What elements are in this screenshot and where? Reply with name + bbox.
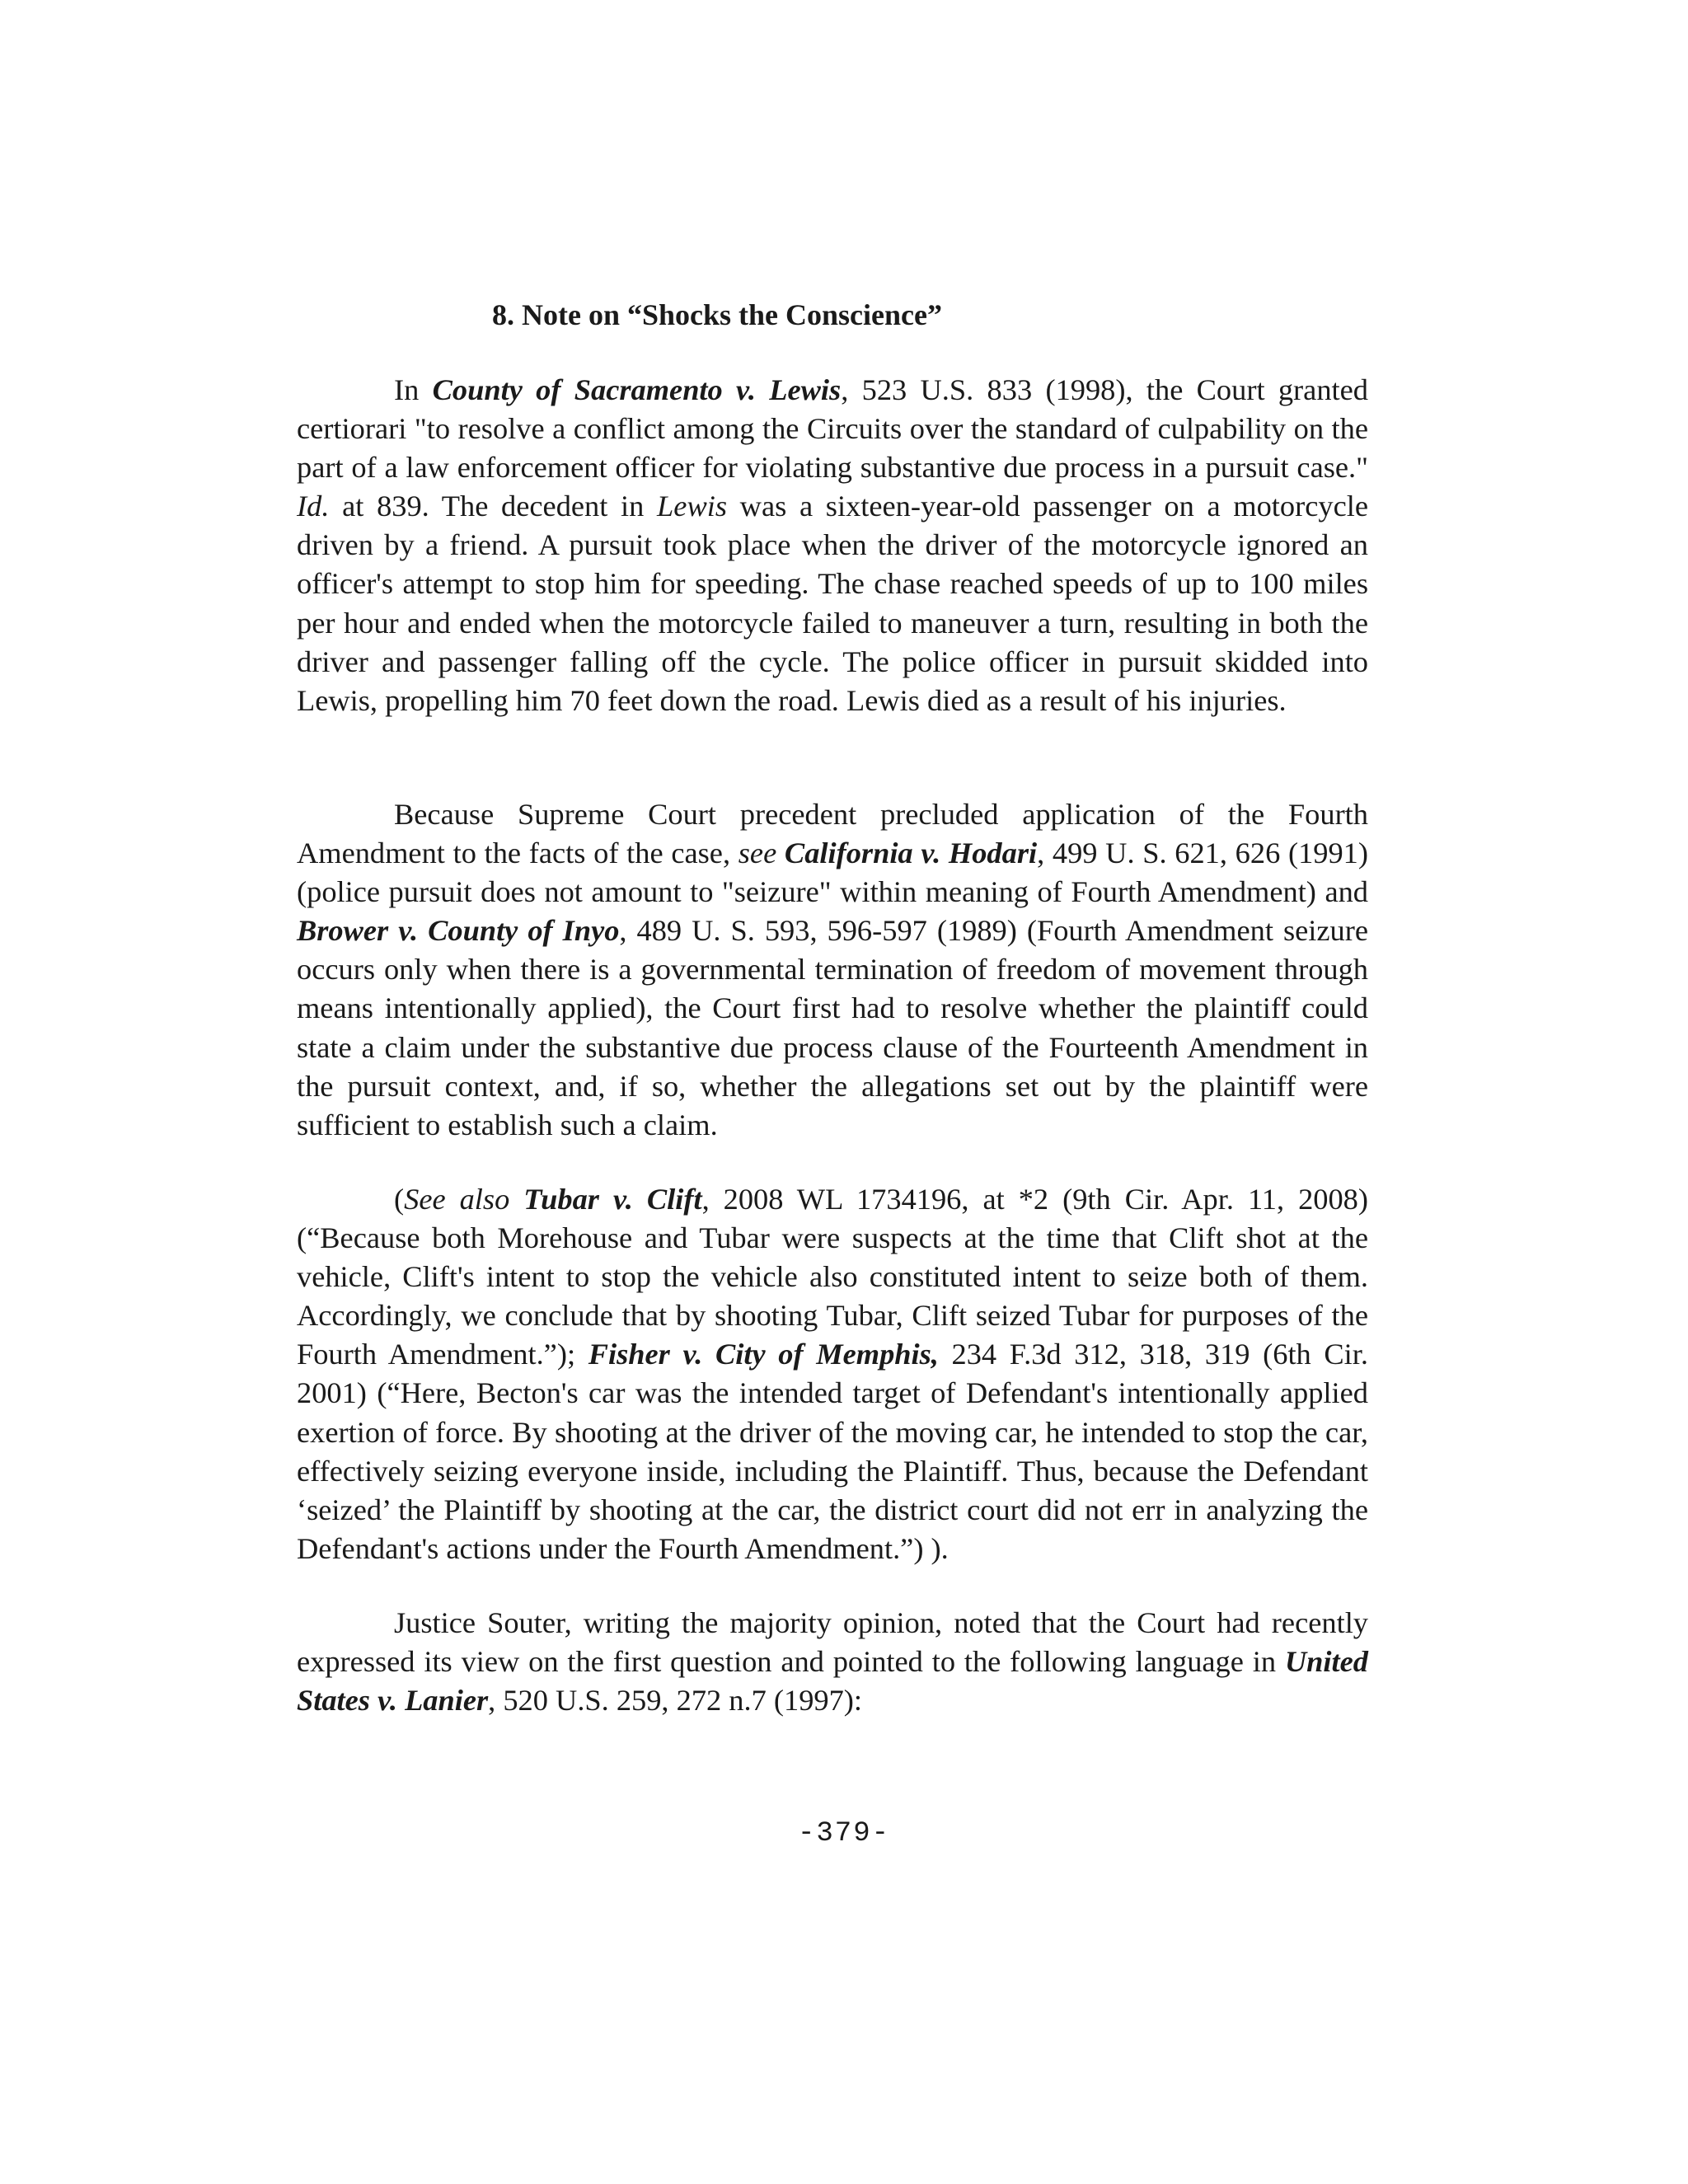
case-name: United States v. Lanier: [297, 1645, 1368, 1718]
paragraph-see-also: [297, 1180, 1368, 1568]
text-run: 234 F.3d 312, 318, 319 (6th Cir. 2001) (“Here, Becton's car was the intended target of Defendant's intentionally applied exertion of force. By shooting at the driver of the moving car, he intended to stop the car, effectively seizing everyone inside, including the Plaintiff. Thus, because the Defendant ‘seized’ the Plaintiff by shooting at the car, the district court did not err in analyzing the Defendant's actions under the Fourth Amendment.”) ).: [297, 1338, 1368, 1565]
text-run: , 520 U.S. 259, 272 n.7 (1997):: [488, 1684, 863, 1718]
text-run: In: [394, 373, 433, 406]
case-short-name: Lewis: [657, 490, 727, 523]
case-name: Tubar v. Clift: [523, 1183, 702, 1216]
text-run: Because Supreme Court precedent precluded application of the Fourth Amendment to the facts of the case,: [297, 798, 1368, 870]
paragraph-fourth-amendment: [297, 795, 1368, 1145]
paragraph-lewis: [297, 371, 1368, 720]
text-run: was a sixteen-year-old passenger on a motorcycle driven by a friend. A pursuit took place when the driver of the motorcycle ignored an officer's attempt to stop him for speeding. The chase reached speeds of up to 100 miles per hour and ended when the motorcycle failed to maneuver a turn, resulting in both the driver and passenger falling off the cycle. The police officer in pursuit skidded into Lewis, propelling him 70 feet down the road. Lewis died as a result of his injuries.: [297, 490, 1368, 717]
text-run: , 489 U. S. 593, 596-597 (1989) (Fourth Amendment seizure occurs only when there is a governmental termination of freedom of movement through means intentionally applied), the Court first had to resolve whether the plaintiff could state a claim under the substantive due process clause of the Fourteenth Amendment in the pursuit context, and, if so, whether the allegations set out by the plaintiff were sufficient to establish such a claim.: [297, 914, 1368, 1141]
case-name: California v. Hodari: [784, 837, 1038, 870]
id-citation: Id.: [297, 490, 330, 523]
text-run: Justice Souter, writing the majority opinion, noted that the Court had recently expressed its view on the first question and pointed to the following language in: [297, 1606, 1368, 1679]
case-name: County of Sacramento v. Lewis: [432, 373, 842, 406]
text-run: at 839. The decedent in: [329, 490, 658, 523]
text-run: , 523 U.S. 833 (1998), the Court granted certiorari "to resolve a conflict among the Circuits over the standard of culpability on the part of a law enforcement officer for violating substantive due process in a pursuit case.": [297, 373, 1368, 485]
text-run: (: [394, 1183, 405, 1216]
case-name: Brower v. County of Inyo: [297, 914, 620, 948]
text-run: , 499 U. S. 621, 626 (1991) (police pursuit does not amount to "seizure" within meaning of Fourth Amendment) and: [297, 837, 1368, 909]
section-heading: 8. Note on “Shocks the Conscience”: [492, 298, 942, 331]
case-name: Fisher v. City of Memphis,: [588, 1338, 939, 1371]
signal-see: see: [738, 837, 777, 870]
text-run: , 2008 WL 1734196, at *2 (9th Cir. Apr. 11, 2008) (“Because both Morehouse and Tubar were suspects at the time that Clift shot at the vehicle, Clift's intent to stop the vehicle also constituted intent to seize both of them. Accordingly, we conclude that by shooting Tubar, Clift seized Tubar for purposes of the Fourth Amendment.”);: [297, 1183, 1368, 1371]
paragraph-souter: [297, 1604, 1368, 1720]
page-number: -379-: [797, 1818, 891, 1849]
signal-see-also: See also: [404, 1183, 510, 1216]
